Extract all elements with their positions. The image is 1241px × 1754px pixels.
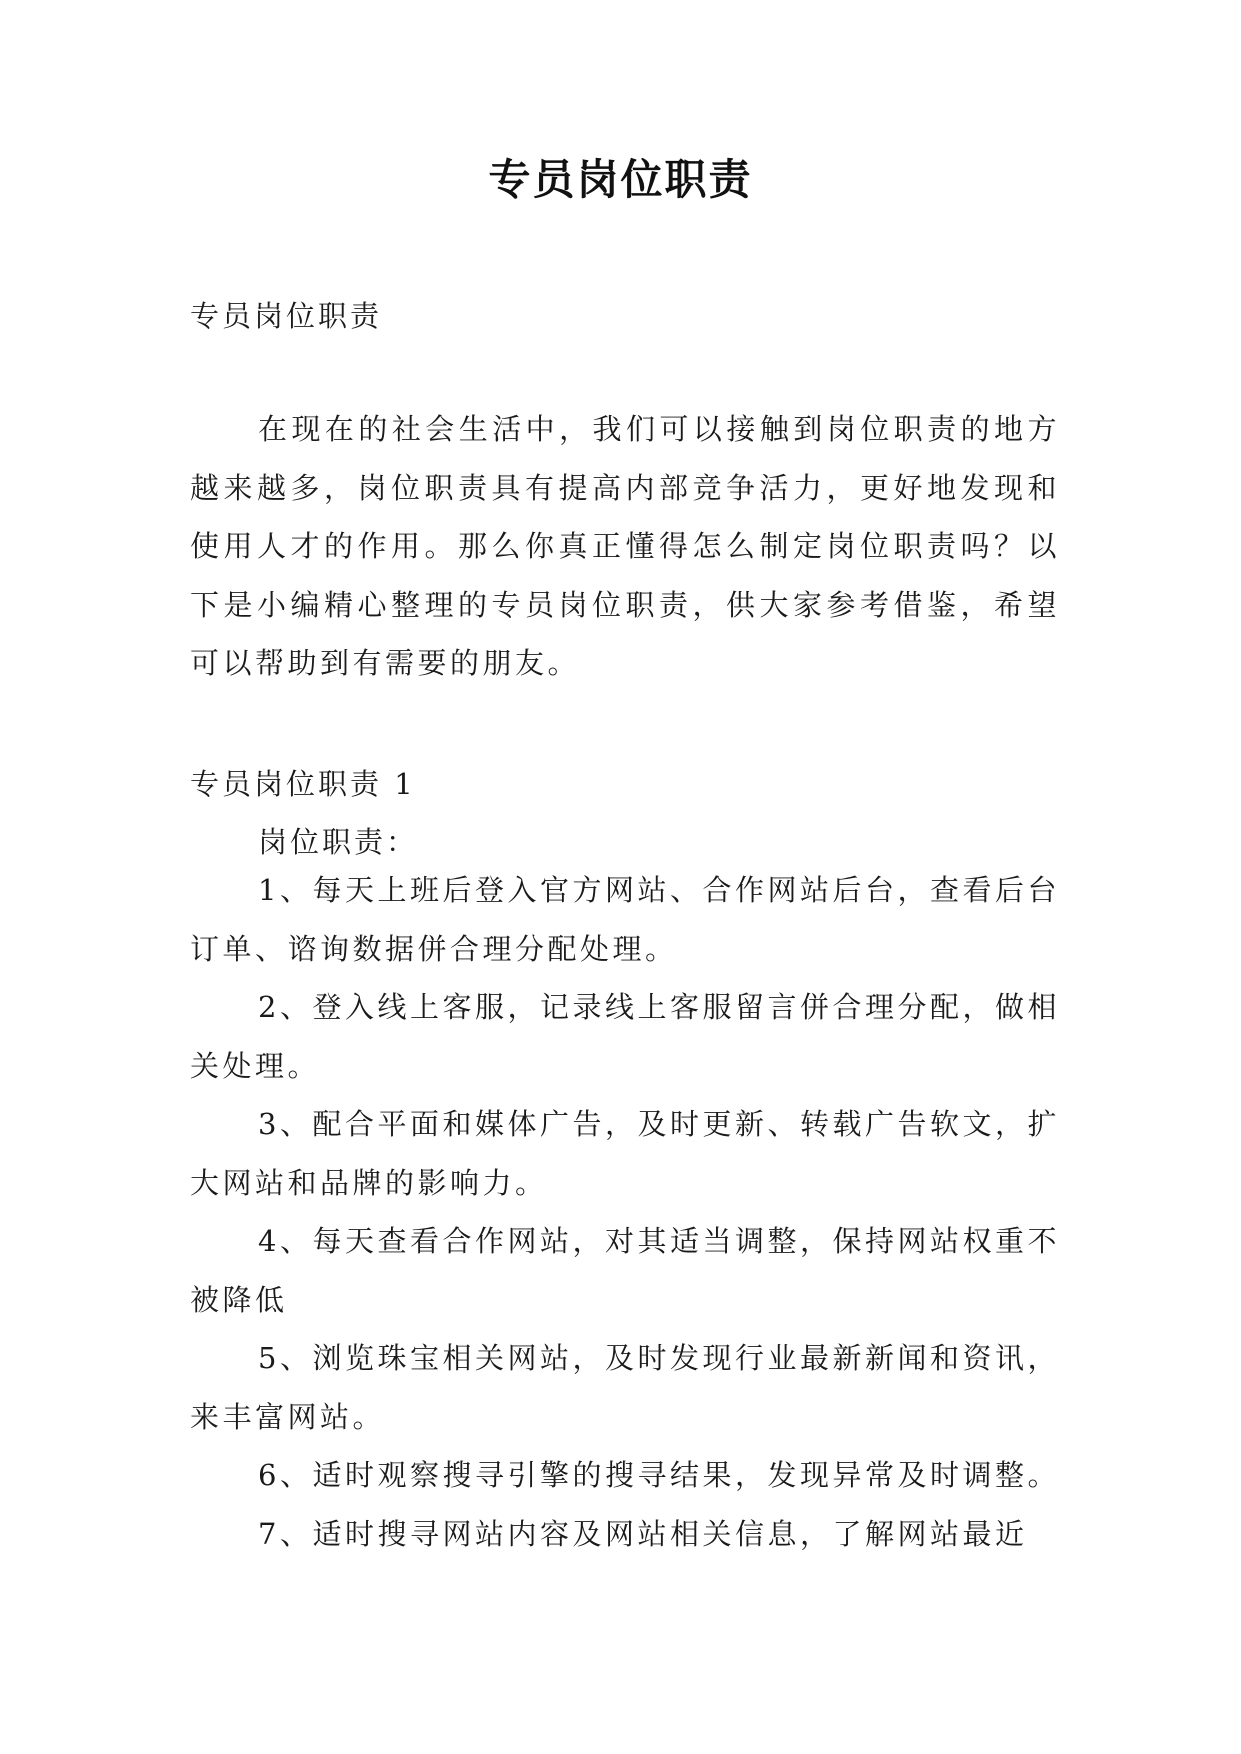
duty-item-4: 4、每天查看合作网站，对其适当调整，保持网站权重不被降低 xyxy=(190,1224,1060,1317)
section-heading: 专员岗位职责 1 xyxy=(190,767,416,801)
duty-item-7: 7、适时搜寻网站内容及网站相关信息，了解网站最近 xyxy=(258,1517,1028,1551)
duty-item-5: 5、浏览珠宝相关网站，及时发现行业最新新闻和资讯，来丰富网站。 xyxy=(190,1341,1060,1434)
duty-item-6: 6、适时观察搜寻引擎的搜寻结果，发现异常及时调整。 xyxy=(258,1458,1060,1492)
duty-item-1: 1、每天上班后登入官方网站、合作网站后台，查看后台订单、谘询数据併合理分配处理。 xyxy=(190,873,1060,966)
duties-label: 岗位职责： xyxy=(258,825,419,859)
duty-item-3: 3、配合平面和媒体广告，及时更新、转载广告软文，扩大网站和品牌的影响力。 xyxy=(190,1107,1060,1200)
document-subtitle: 专员岗位职责 xyxy=(190,299,383,333)
intro-paragraph: 在现在的社会生活中，我们可以接触到岗位职责的地方越来越多，岗位职责具有提高内部竞争活力，更好地发现和使用人才的作用。那么你真正懂得怎么制定岗位职责吗？以下是小编精心整理的专员岗位职责，供大家参考借鉴，希望可以帮助到有需要的朋友。 xyxy=(190,412,1060,680)
document-title: 专员岗位职责 xyxy=(488,155,753,204)
duty-item-2: 2、登入线上客服，记录线上客服留言併合理分配，做相关处理。 xyxy=(190,990,1060,1083)
